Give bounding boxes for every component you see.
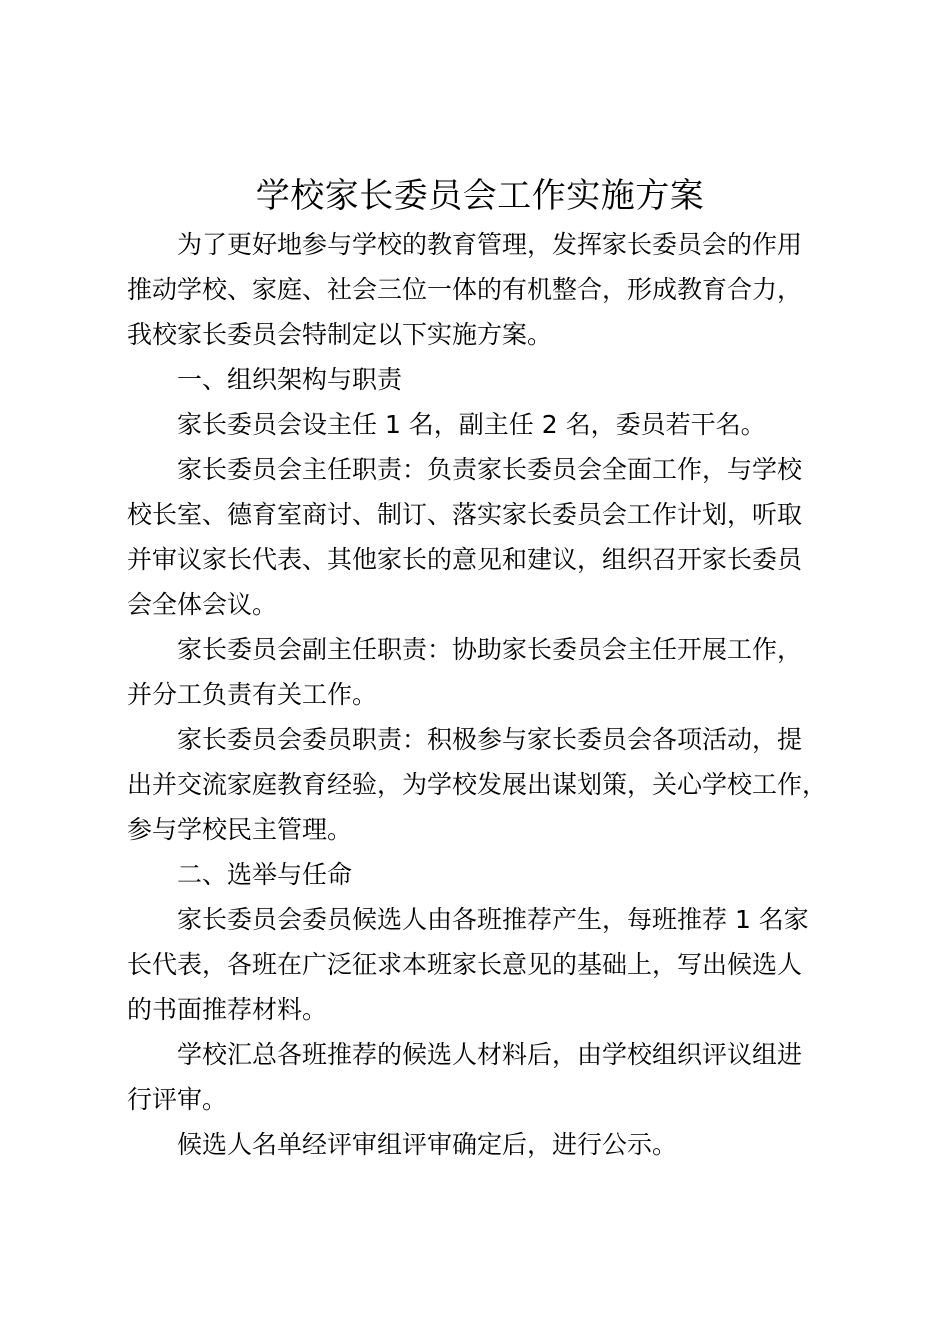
paragraph-composition: 家长委员会设主任 1 名，副主任 2 名，委员若干名。 [177, 410, 766, 439]
document-body [127, 222, 839, 1167]
paragraph-director-duties: 家长委员会主任职责：负责家长委员会全面工作，与学校 校长室、德育室商讨、制订、落实家长委员会工作计划，听取 并审议家长代表、其他家长的意见和建议，组织召开家长委员 会全体会议。 [127, 455, 803, 619]
section-heading-organization: 一、组织架构与职责 [177, 365, 403, 394]
paragraph-candidate-publicity: 候选人名单经评审组评审确定后，进行公示。 [177, 1130, 678, 1159]
paragraph-deputy-duties: 家长委员会副主任职责：协助家长委员会主任开展工作， 并分工负责有关工作。 [127, 635, 803, 709]
section-heading-election: 二、选举与任命 [177, 860, 353, 889]
paragraph-candidate-review: 学校汇总各班推荐的候选人材料后，由学校组织评议组进 行评审。 [127, 1040, 803, 1114]
paragraph-intro: 为了更好地参与学校的教育管理，发挥家长委员会的作用 推动学校、家庭、社会三位一体的有机整合，形成教育合力， 我校家长委员会特制定以下实施方案。 [127, 230, 803, 349]
document-title: 学校家长委员会工作实施方案 [255, 176, 705, 216]
paragraph-member-duties: 家长委员会委员职责：积极参与家长委员会各项活动，提 出并交流家庭教育经验，为学校发展出谋划策，关心学校工作， 参与学校民主管理。 [127, 725, 828, 844]
paragraph-candidate-nomination: 家长委员会委员候选人由各班推荐产生，每班推荐 1 名家 长代表，各班在广泛征求本班家长意见的基础上，写出候选人 的书面推荐材料。 [127, 905, 809, 1024]
